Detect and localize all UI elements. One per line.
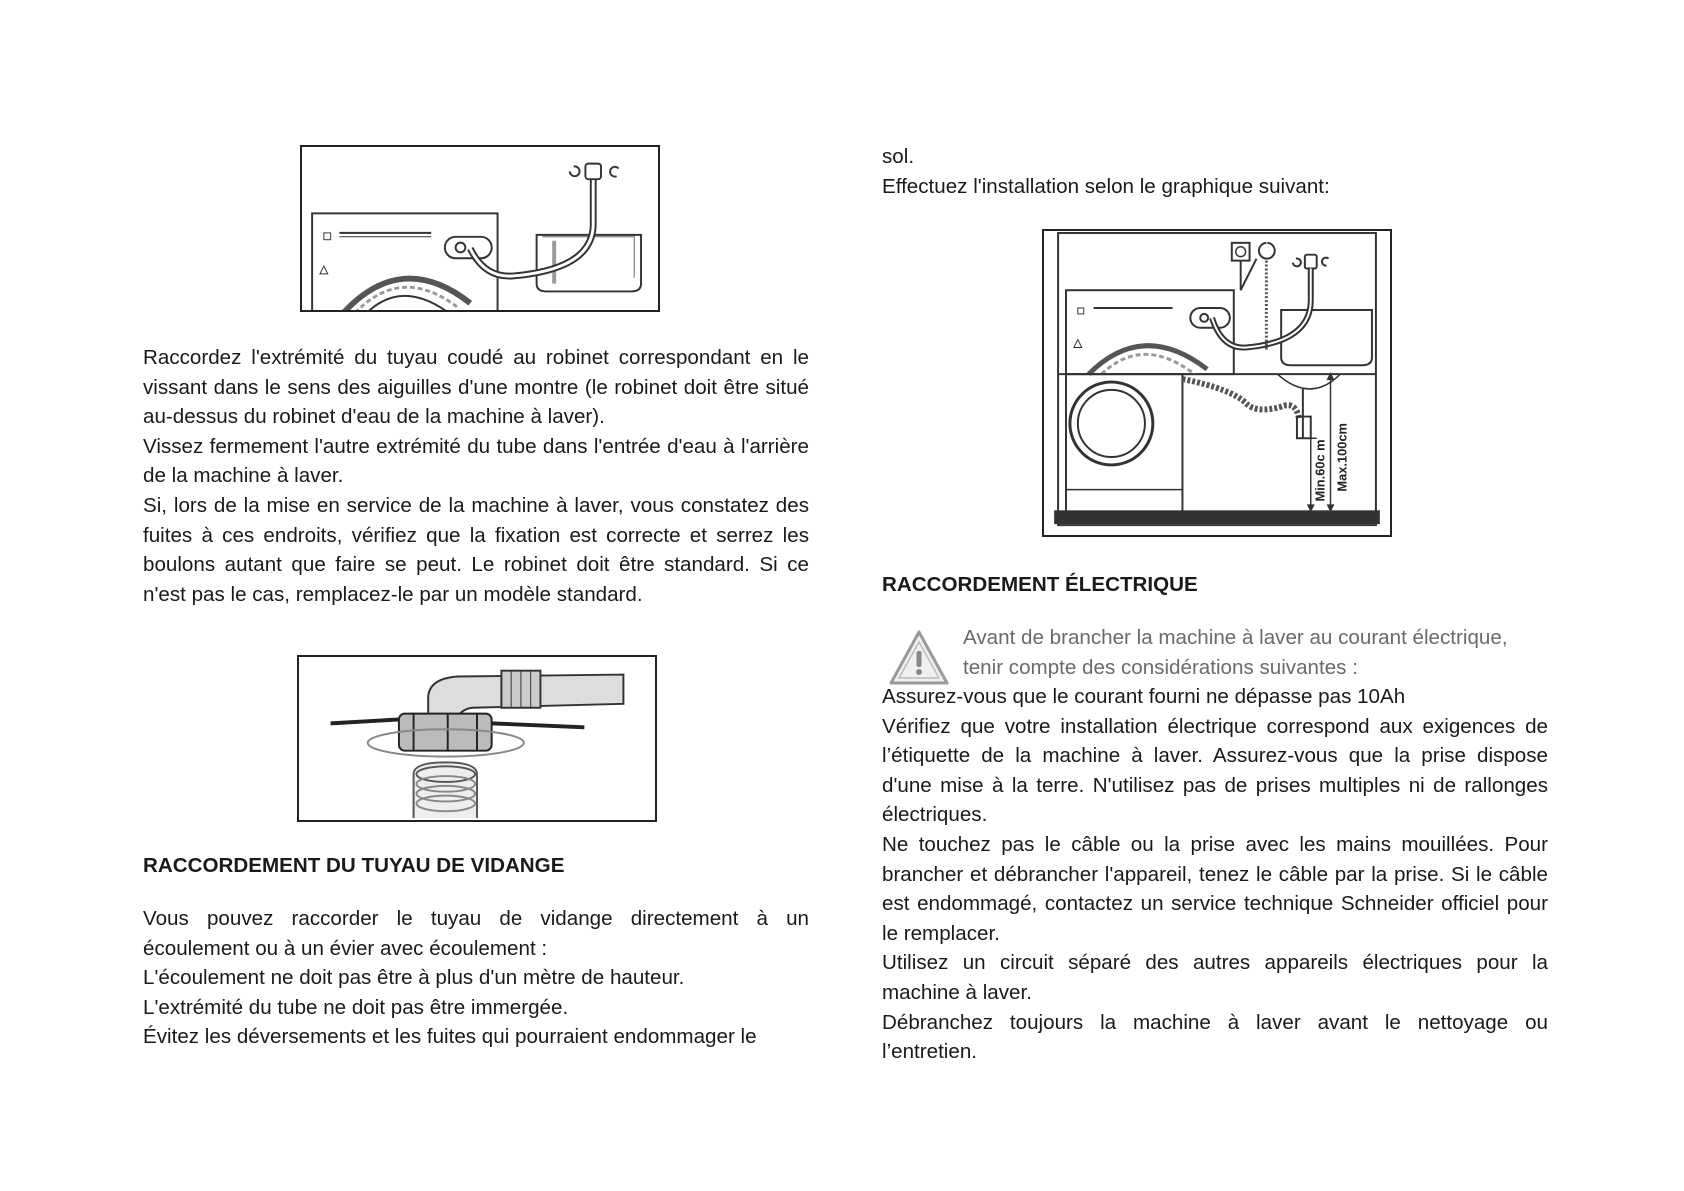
text-line: Débranchez toujours la machine à laver avant le nettoyage ou l’entretien. xyxy=(882,1010,1548,1064)
drain-hose-paragraph xyxy=(143,904,809,1052)
text-line: Raccordez l'extrémité du tuyau coudé au robinet correspondant en le vissant dans le sens des aiguilles d'une montre (le robinet doit être situé au-dessus du robinet d'eau de la machine à laver). xyxy=(143,346,809,429)
text-line: Utilisez un circuit séparé des autres appareils électriques pour la machine à laver. xyxy=(882,951,1548,1004)
hose-nut-figure xyxy=(297,655,657,822)
text-line: Vous pouvez raccorder le tuyau de vidange directement à un écoulement ou à un évier avec écoulement : xyxy=(143,907,809,960)
drain-continued-paragraph xyxy=(882,142,1548,201)
electrical-connection-heading: RACCORDEMENT ÉLECTRIQUE xyxy=(882,573,1198,596)
electrical-connection-paragraph xyxy=(882,682,1548,1067)
warning-icon xyxy=(888,629,950,687)
text-line: Vérifiez que votre installation électrique correspond aux exigences de l’étiquette de la machine à laver. Assurez-vous que la prise dispose d'une mise à la terre. N'utilisez pas de prises multiples ni de rallonges électriques. xyxy=(882,714,1548,827)
text-line: L'extrémité du tube ne doit pas être immergée. xyxy=(143,995,569,1019)
faucet-connection-paragraph xyxy=(143,343,809,609)
faucet-hose-illustration xyxy=(302,147,658,310)
hose-nut-illustration xyxy=(299,657,655,820)
text-line: Évitez les déversements et les fuites qui pourraient endommager le xyxy=(143,1025,757,1049)
max-height-label: Max.100cm xyxy=(1334,423,1350,492)
faucet-hose-figure xyxy=(300,145,660,312)
min-height-label: Min.60c m xyxy=(1312,439,1328,502)
text-line: Ne touchez pas le câble ou la prise avec les mains mouillées. Pour brancher et débrancher l'appareil, tenez le câble par la prise. Si le câble est endommagé, contactez un service technique Schneider officiel pour le remplacer. xyxy=(882,832,1548,945)
text-line: L'écoulement ne doit pas être à plus d'un mètre de hauteur. xyxy=(143,966,685,990)
installation-diagram-illustration xyxy=(1044,231,1390,535)
drain-hose-heading: RACCORDEMENT DU TUYAU DE VIDANGE xyxy=(143,854,565,877)
text-line: Avant de brancher la machine à laver au courant électrique, xyxy=(963,626,1508,649)
text-line: sol. xyxy=(882,145,915,168)
warning-block xyxy=(882,623,1548,683)
installation-diagram xyxy=(1042,229,1392,537)
text-line: Effectuez l'installation selon le graphique suivant: xyxy=(882,174,1330,198)
text-line: Vissez fermement l'autre extrémité du tube dans l'entrée d'eau à l'arrière de la machine à laver. xyxy=(143,434,809,488)
warning-text xyxy=(963,623,1508,682)
text-line: Si, lors de la mise en service de la machine à laver, vous constatez des fuites à ces endroits, vérifiez que la fixation est correcte et serrez les boulons autant que faire se peut. Le robinet doit être standard. Si ce n'est pas le cas, remplacez-le par un modèle standard. xyxy=(143,493,809,606)
text-line: Assurez-vous que le courant fourni ne dépasse pas 10Ah xyxy=(882,685,1406,708)
text-line: tenir compte des considérations suivantes : xyxy=(963,655,1358,679)
